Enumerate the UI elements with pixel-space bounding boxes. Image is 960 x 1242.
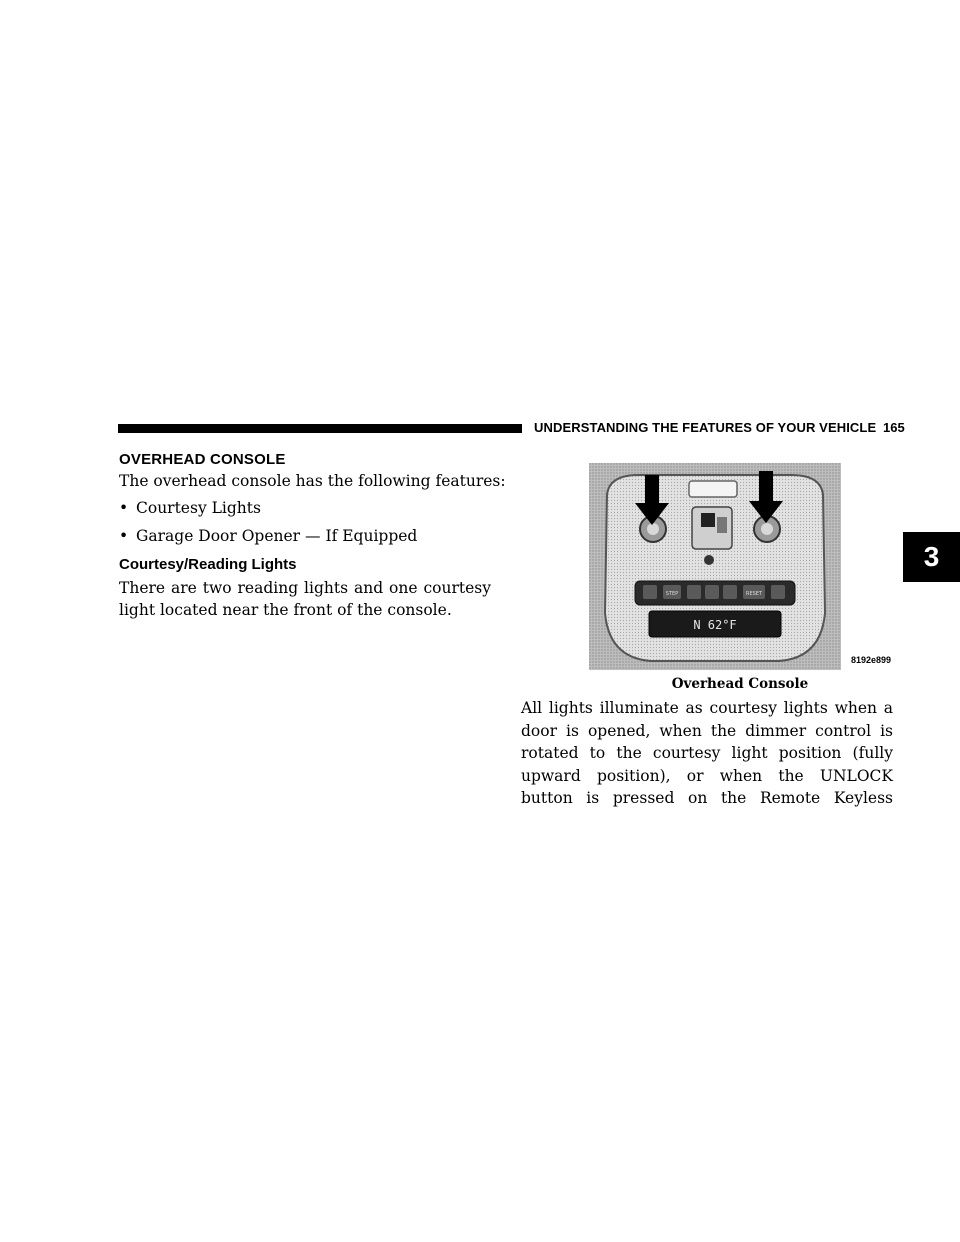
figure-caption: Overhead Console xyxy=(671,676,809,692)
switch-icon xyxy=(717,517,727,533)
reading-light-left-lens xyxy=(647,523,659,535)
switch-icon xyxy=(701,513,715,527)
list-item xyxy=(119,527,417,545)
sensor-icon xyxy=(704,555,714,565)
section-intro: The overhead console has the following features: xyxy=(119,472,506,490)
chapter-tab-number: 3 xyxy=(923,541,940,572)
console-button xyxy=(687,585,701,599)
console-button xyxy=(643,585,657,599)
subsection-body: There are two reading lights and one courtesy light located near the front of the console. xyxy=(119,579,491,619)
console-button xyxy=(723,585,737,599)
overhead-console-figure xyxy=(589,463,841,670)
running-header-title: UNDERSTANDING THE FEATURES OF YOUR VEHICLE xyxy=(534,420,877,435)
list-item xyxy=(119,499,261,517)
display-readout: N 62°F xyxy=(693,618,737,632)
reading-light-right-lens xyxy=(761,523,773,535)
figure-code: 8192e899 xyxy=(851,655,892,665)
list-item-text: Garage Door Opener — If Equipped xyxy=(136,527,418,545)
reset-button-label: RESET xyxy=(745,591,763,597)
chapter-tab xyxy=(903,532,960,582)
step-button-label: STEP xyxy=(665,591,679,597)
list-item-text: Courtesy Lights xyxy=(136,499,261,517)
overhead-console-illustration xyxy=(589,463,841,670)
console-button xyxy=(771,585,785,599)
section-heading: OVERHEAD CONSOLE xyxy=(119,451,286,468)
header-rule xyxy=(118,424,522,433)
subsection-heading: Courtesy/Reading Lights xyxy=(119,556,297,573)
bullet-glyph: • xyxy=(119,527,129,545)
page-number: 165 xyxy=(883,420,905,435)
courtesy-lights-body: All lights illuminate as courtesy lights when a door is opened, when the dimmer control is rotated to the courtesy light position (fully upward position), or when the UNLOCK button is pressed on the Remote Keyless xyxy=(521,699,893,807)
bullet-glyph: • xyxy=(119,499,129,517)
courtesy-lamp-icon xyxy=(689,481,737,497)
console-button xyxy=(705,585,719,599)
